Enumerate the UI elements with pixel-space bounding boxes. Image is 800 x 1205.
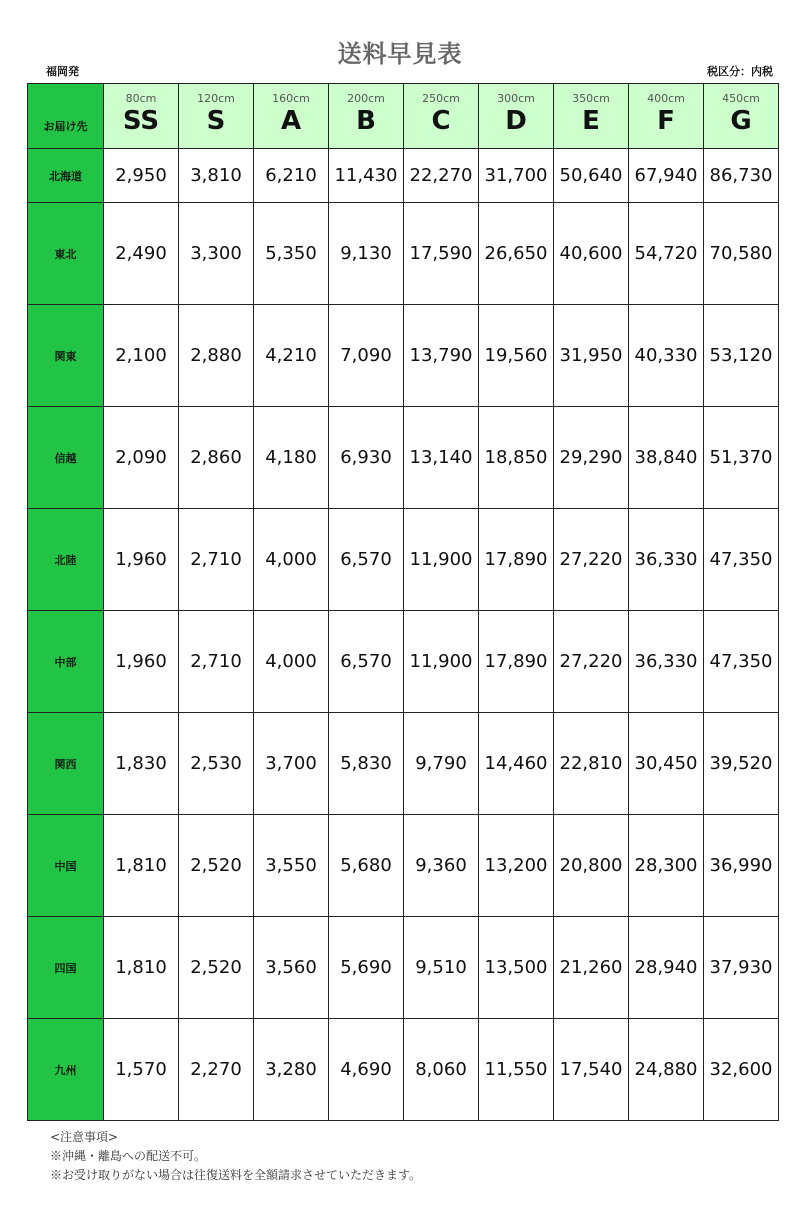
size-header-b (329, 84, 404, 149)
size-code-label: G (730, 105, 752, 136)
price-cell: 70,580 (704, 203, 779, 305)
price-cell: 17,590 (404, 203, 479, 305)
price-cell: 3,300 (179, 203, 254, 305)
price-cell: 22,810 (554, 713, 629, 815)
size-header-ss (104, 84, 179, 149)
price-cell: 9,510 (404, 917, 479, 1019)
price-cell: 4,000 (254, 611, 329, 713)
size-code-label: S (206, 105, 226, 136)
price-cell: 4,000 (254, 509, 329, 611)
price-cell: 2,710 (179, 509, 254, 611)
price-cell: 3,550 (254, 815, 329, 917)
size-code-label: A (280, 105, 302, 136)
price-cell: 28,300 (629, 815, 704, 917)
price-cell: 9,360 (404, 815, 479, 917)
size-cm-label: 120cm (197, 91, 235, 105)
size-code-label: E (582, 105, 600, 136)
price-cell: 2,860 (179, 407, 254, 509)
region-cell: 信越 (28, 407, 104, 509)
price-cell: 2,530 (179, 713, 254, 815)
table-row (28, 203, 779, 305)
table-row (28, 815, 779, 917)
price-cell: 13,200 (479, 815, 554, 917)
region-cell: 関西 (28, 713, 104, 815)
price-cell: 4,210 (254, 305, 329, 407)
price-cell: 2,520 (179, 815, 254, 917)
size-header-f (629, 84, 704, 149)
price-cell: 2,100 (104, 305, 179, 407)
price-cell: 2,270 (179, 1019, 254, 1121)
price-cell: 5,680 (329, 815, 404, 917)
size-header-s (179, 84, 254, 149)
price-cell: 30,450 (629, 713, 704, 815)
size-header-row (28, 84, 779, 149)
price-cell: 17,890 (479, 611, 554, 713)
price-cell: 13,500 (479, 917, 554, 1019)
region-cell: 九州 (28, 1019, 104, 1121)
price-cell: 20,800 (554, 815, 629, 917)
size-header-g (704, 84, 779, 149)
price-cell: 5,350 (254, 203, 329, 305)
price-cell: 36,330 (629, 611, 704, 713)
size-header-c (404, 84, 479, 149)
size-cm-label: 80cm (125, 91, 157, 105)
price-cell: 67,940 (629, 149, 704, 203)
price-cell: 32,600 (704, 1019, 779, 1121)
price-cell: 7,090 (329, 305, 404, 407)
origin-label: 福岡発 (46, 65, 79, 78)
price-cell: 40,330 (629, 305, 704, 407)
notes-heading: <注意事項> (50, 1130, 119, 1144)
price-cell: 11,900 (404, 509, 479, 611)
price-cell: 39,520 (704, 713, 779, 815)
region-cell: 中部 (28, 611, 104, 713)
price-cell: 4,690 (329, 1019, 404, 1121)
size-cm-label: 200cm (347, 91, 385, 105)
price-cell: 17,540 (554, 1019, 629, 1121)
price-cell: 8,060 (404, 1019, 479, 1121)
price-cell: 18,850 (479, 407, 554, 509)
price-cell: 51,370 (704, 407, 779, 509)
price-cell: 54,720 (629, 203, 704, 305)
price-cell: 4,180 (254, 407, 329, 509)
price-cell: 28,940 (629, 917, 704, 1019)
size-code-label: SS (122, 105, 160, 136)
price-cell: 21,260 (554, 917, 629, 1019)
size-code-label: F (657, 105, 675, 136)
price-cell: 6,210 (254, 149, 329, 203)
size-header-d (479, 84, 554, 149)
note-item: ※お受け取りがない場合は往復送料を全額請求させていただきます。 (50, 1168, 422, 1182)
table-row (28, 149, 779, 203)
price-cell: 37,930 (704, 917, 779, 1019)
page-title: 送料早見表 (337, 40, 463, 68)
table-row (28, 713, 779, 815)
size-cm-label: 160cm (272, 91, 310, 105)
table-row (28, 917, 779, 1019)
price-cell: 27,220 (554, 509, 629, 611)
price-cell: 11,550 (479, 1019, 554, 1121)
size-cm-label: 450cm (722, 91, 760, 105)
price-cell: 2,880 (179, 305, 254, 407)
price-cell: 1,830 (104, 713, 179, 815)
price-cell: 5,690 (329, 917, 404, 1019)
region-cell: 中国 (28, 815, 104, 917)
size-header-e (554, 84, 629, 149)
region-cell: 四国 (28, 917, 104, 1019)
price-cell: 1,810 (104, 815, 179, 917)
price-cell: 1,960 (104, 611, 179, 713)
price-cell: 22,270 (404, 149, 479, 203)
price-cell: 31,950 (554, 305, 629, 407)
region-cell: 東北 (28, 203, 104, 305)
price-cell: 13,790 (404, 305, 479, 407)
price-cell: 29,290 (554, 407, 629, 509)
size-cm-label: 300cm (497, 91, 535, 105)
table-row (28, 407, 779, 509)
price-cell: 2,520 (179, 917, 254, 1019)
price-cell: 38,840 (629, 407, 704, 509)
price-cell: 24,880 (629, 1019, 704, 1121)
shipping-rate-table (27, 83, 779, 1121)
region-cell: 北海道 (28, 149, 104, 203)
price-cell: 6,930 (329, 407, 404, 509)
table-row (28, 611, 779, 713)
price-cell: 36,330 (629, 509, 704, 611)
price-cell: 47,350 (704, 509, 779, 611)
price-cell: 31,700 (479, 149, 554, 203)
destination-header: お届け先 (28, 84, 104, 149)
size-header-a (254, 84, 329, 149)
size-code-label: B (356, 105, 376, 136)
table-row (28, 305, 779, 407)
price-cell: 1,810 (104, 917, 179, 1019)
price-cell: 27,220 (554, 611, 629, 713)
price-cell: 26,650 (479, 203, 554, 305)
price-cell: 14,460 (479, 713, 554, 815)
price-cell: 47,350 (704, 611, 779, 713)
price-cell: 2,950 (104, 149, 179, 203)
size-cm-label: 350cm (572, 91, 610, 105)
notes-section (50, 1128, 421, 1185)
price-cell: 11,900 (404, 611, 479, 713)
price-cell: 2,710 (179, 611, 254, 713)
price-cell: 17,890 (479, 509, 554, 611)
price-cell: 50,640 (554, 149, 629, 203)
note-item: ※沖縄・離島への配送不可。 (50, 1149, 207, 1163)
size-cm-label: 250cm (422, 91, 460, 105)
price-cell: 6,570 (329, 611, 404, 713)
price-cell: 2,090 (104, 407, 179, 509)
size-cm-label: 400cm (647, 91, 685, 105)
size-code-label: C (431, 105, 451, 136)
region-cell: 北陸 (28, 509, 104, 611)
price-cell: 86,730 (704, 149, 779, 203)
price-cell: 19,560 (479, 305, 554, 407)
price-cell: 13,140 (404, 407, 479, 509)
price-cell: 40,600 (554, 203, 629, 305)
price-cell: 3,700 (254, 713, 329, 815)
price-cell: 36,990 (704, 815, 779, 917)
price-cell: 1,570 (104, 1019, 179, 1121)
region-cell: 関東 (28, 305, 104, 407)
price-cell: 1,960 (104, 509, 179, 611)
size-code-label: D (505, 105, 527, 136)
table-row (28, 1019, 779, 1121)
price-cell: 3,810 (179, 149, 254, 203)
price-cell: 3,280 (254, 1019, 329, 1121)
price-cell: 5,830 (329, 713, 404, 815)
price-cell: 9,790 (404, 713, 479, 815)
tax-note: 税区分：内税 (707, 65, 773, 78)
price-cell: 3,560 (254, 917, 329, 1019)
price-cell: 11,430 (329, 149, 404, 203)
price-cell: 9,130 (329, 203, 404, 305)
price-cell: 6,570 (329, 509, 404, 611)
price-cell: 53,120 (704, 305, 779, 407)
price-cell: 2,490 (104, 203, 179, 305)
table-row (28, 509, 779, 611)
